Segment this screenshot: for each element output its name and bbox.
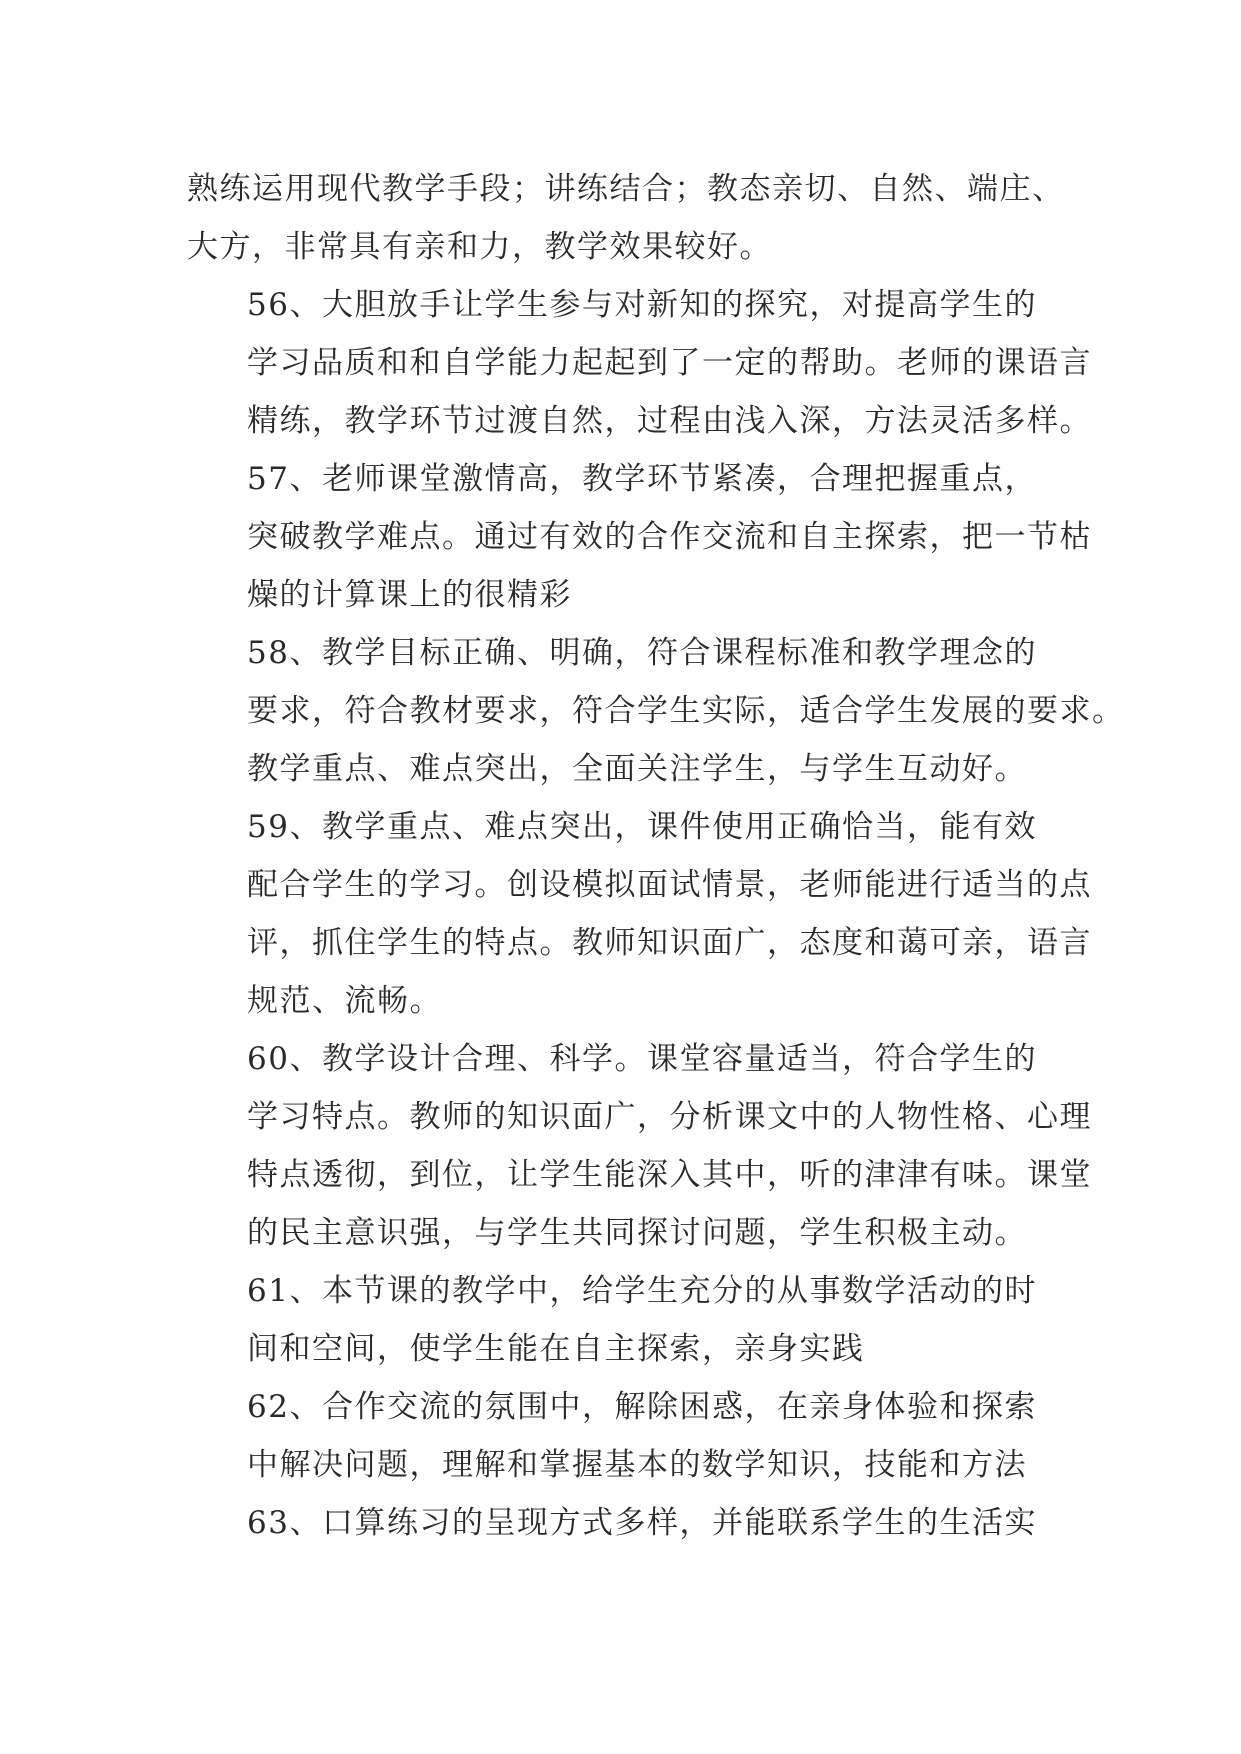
document-body xyxy=(187,160,1125,1552)
paragraph-line: 58、教学目标正确、明确，符合课程标准和教学理念的 xyxy=(247,635,1037,671)
paragraph-line: 63、口算练习的呈现方式多样，并能联系学生的生活实 xyxy=(247,1505,1037,1541)
paragraph-line: 大方，非常具有亲和力，教学效果较好。 xyxy=(187,229,772,265)
document-paragraph xyxy=(187,450,1092,624)
paragraph-line: 间和空间，使学生能在自主探索，亲身实践 xyxy=(247,1331,865,1367)
document-paragraph xyxy=(187,1030,1092,1262)
paragraph-line: 学习特点。教师的知识面广，分析课文中的人物性格、心理 xyxy=(247,1099,1092,1135)
paragraph-line: 配合学生的学习。创设模拟面试情景，老师能进行适当的点 xyxy=(247,867,1092,903)
document-paragraph xyxy=(187,1494,1067,1552)
paragraph-line: 中解决问题，理解和掌握基本的数学知识，技能和方法 xyxy=(247,1447,1027,1483)
paragraph-line: 62、合作交流的氛围中，解除困惑，在亲身体验和探索 xyxy=(247,1389,1037,1425)
document-paragraph xyxy=(187,160,1067,276)
paragraph-line: 学习品质和和自学能力起起到了一定的帮助。老师的课语言 xyxy=(247,345,1092,381)
paragraph-line: 燥的计算课上的很精彩 xyxy=(247,577,572,613)
paragraph-line: 特点透彻，到位，让学生能深入其中，听的津津有味。课堂 xyxy=(247,1157,1092,1193)
paragraph-line: 57、老师课堂激情高，教学环节紧凑，合理把握重点， xyxy=(247,461,1037,497)
paragraph-line: 精练，教学环节过渡自然，过程由浅入深，方法灵活多样。 xyxy=(247,403,1092,439)
paragraph-line: 61、本节课的教学中，给学生充分的从事数学活动的时 xyxy=(247,1273,1037,1309)
paragraph-line: 60、教学设计合理、科学。课堂容量适当，符合学生的 xyxy=(247,1041,1037,1077)
document-paragraph xyxy=(187,1262,1067,1378)
document-paragraph xyxy=(187,798,1092,1030)
paragraph-line: 59、教学重点、难点突出，课件使用正确恰当，能有效 xyxy=(247,809,1037,845)
paragraph-line: 的民主意识强，与学生共同探讨问题，学生积极主动。 xyxy=(247,1215,1027,1251)
paragraph-line: 熟练运用现代教学手段；讲练结合；教态亲切、自然、端庄、 xyxy=(187,171,1065,207)
paragraph-line: 规范、流畅。 xyxy=(247,983,442,1019)
paragraph-line: 56、大胆放手让学生参与对新知的探究，对提高学生的 xyxy=(247,287,1037,323)
paragraph-line: 要求，符合教材要求，符合学生实际，适合学生发展的要求。 xyxy=(247,693,1125,729)
document-paragraph xyxy=(187,1378,1067,1494)
paragraph-line: 突破教学难点。通过有效的合作交流和自主探索，把一节枯 xyxy=(247,519,1092,555)
document-paragraph xyxy=(187,624,1125,798)
paragraph-line: 教学重点、难点突出，全面关注学生，与学生互动好。 xyxy=(247,751,1027,787)
document-paragraph xyxy=(187,276,1092,450)
paragraph-line: 评，抓住学生的特点。教师知识面广，态度和蔼可亲，语言 xyxy=(247,925,1092,961)
